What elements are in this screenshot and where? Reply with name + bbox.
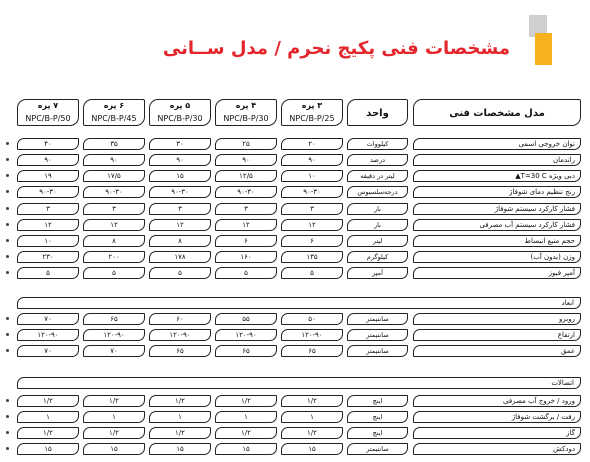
- spec-row-5-value: ۳: [215, 203, 277, 215]
- spec-row-9-value: ۵: [17, 267, 79, 279]
- connection-row-4-value: ۱۵: [215, 443, 277, 455]
- row-bullet: [6, 447, 9, 450]
- spec-row-5-value: ۳: [281, 203, 343, 215]
- spec-row-2-value: ۹۰: [281, 154, 343, 166]
- unit-header: [347, 99, 408, 126]
- dimension-row-1-value: ۵۰: [281, 313, 343, 325]
- row-bullet: [6, 207, 9, 210]
- spec-row-1-value: ۳۰: [149, 138, 211, 150]
- dimension-row-3-value: ۶۵: [281, 345, 343, 357]
- spec-row-3-unit: لیتر در دقیقه: [347, 170, 408, 182]
- spec-row-7-value: ۶: [281, 235, 343, 247]
- spec-row-3-value: ۱۲/۵: [215, 170, 277, 182]
- connection-row-2-value: ۱: [83, 411, 145, 423]
- row-bullet: [6, 142, 9, 145]
- row-bullet: [6, 333, 9, 336]
- connection-row-1-unit: اینچ: [347, 395, 408, 407]
- spec-row-6-value: ۱۲: [281, 219, 343, 231]
- model-heat-label: ۶ پره: [103, 101, 125, 110]
- spec-row-1-value: ۴۰: [17, 138, 79, 150]
- unit-header-label: واحد: [366, 108, 389, 119]
- spec-row-7-unit: لیتر: [347, 235, 408, 247]
- spec-row-5-value: ۳: [17, 203, 79, 215]
- spec-row-3-value: ۱۷/۵: [83, 170, 145, 182]
- connection-row-3-label: گاز: [413, 427, 581, 439]
- spec-row-2-label: راندمان: [413, 154, 581, 166]
- connection-row-2-value: ۱: [17, 411, 79, 423]
- spec-row-6-value: ۱۲: [83, 219, 145, 231]
- row-bullet: [6, 190, 9, 193]
- dimension-row-2-value: ۱۲۰-۹۰: [215, 329, 277, 341]
- spec-row-2-unit: درصد: [347, 154, 408, 166]
- row-bullet: [6, 239, 9, 242]
- spec-row-3-value: ۱۰: [281, 170, 343, 182]
- row-bullet: [6, 349, 9, 352]
- spec-row-8-value: ۱۶۰: [215, 251, 277, 263]
- model-code-label: NPC/B-P/25: [289, 114, 335, 123]
- model-heat-label: ۷ پره: [37, 101, 59, 110]
- dimension-row-1-value: ۶۰: [149, 313, 211, 325]
- spec-row-3-value: ۱۵: [149, 170, 211, 182]
- row-bullet: [6, 399, 9, 402]
- row-bullet: [6, 317, 9, 320]
- spec-row-4-value: ۹۰-۳۰: [281, 186, 343, 198]
- dimension-row-2-value: ۱۲۰-۹۰: [17, 329, 79, 341]
- connection-row-1-value: ۱/۲: [83, 395, 145, 407]
- row-bullet: [6, 223, 9, 226]
- model-code-label: NPC/B-P/45: [91, 114, 137, 123]
- connection-row-4-value: ۱۵: [83, 443, 145, 455]
- row-bullet: [6, 431, 9, 434]
- spec-row-1-value: ۲۵: [215, 138, 277, 150]
- connection-row-4-value: ۱۵: [17, 443, 79, 455]
- dimension-row-3-value: ۶۵: [215, 345, 277, 357]
- spec-row-1-value: ۲۰: [281, 138, 343, 150]
- spec-row-9-label: آمپر فیوز: [413, 267, 581, 279]
- spec-row-2-value: ۹۰: [215, 154, 277, 166]
- dimension-row-2-unit: سانتیمتر: [347, 329, 408, 341]
- spec-row-8-unit: کیلوگرم: [347, 251, 408, 263]
- model-header-5: [17, 99, 79, 126]
- dimensions-section: ابعاد: [17, 297, 581, 309]
- spec-row-4-value: ۹۰-۳۰: [17, 186, 79, 198]
- connection-row-2-label: رفت / برگشت شوفاژ: [413, 411, 581, 423]
- model-heat-label: ۵ پره: [169, 101, 191, 110]
- spec-row-8-value: ۱۷۸: [149, 251, 211, 263]
- spec-row-7-value: ۸: [83, 235, 145, 247]
- dimension-row-1-label: روبرو: [413, 313, 581, 325]
- connection-row-3-unit: اینچ: [347, 427, 408, 439]
- spec-row-2-value: ۹۰: [17, 154, 79, 166]
- row-bullet: [6, 271, 9, 274]
- dimension-row-1-unit: سانتیمتر: [347, 313, 408, 325]
- connection-row-3-value: ۱/۲: [281, 427, 343, 439]
- spec-row-6-value: ۱۲: [215, 219, 277, 231]
- spec-row-2-value: ۹۰: [83, 154, 145, 166]
- connection-row-3-value: ۱/۲: [149, 427, 211, 439]
- page-title: مشخصات فنی پکیج نحرم / مدل ســانی: [162, 38, 510, 59]
- spec-row-8-value: ۱۳۵: [281, 251, 343, 263]
- spec-row-7-label: حجم منبع انبساط: [413, 235, 581, 247]
- connection-row-1-label: ورود / خروج آب مصرفی: [413, 395, 581, 407]
- model-heat-label: ۳ پره: [301, 101, 323, 110]
- connection-row-3-value: ۱/۲: [83, 427, 145, 439]
- spec-row-6-value: ۱۲: [17, 219, 79, 231]
- connection-row-4-value: ۱۵: [149, 443, 211, 455]
- spec-row-7-value: ۶: [215, 235, 277, 247]
- dimension-row-3-value: ۶۵: [149, 345, 211, 357]
- dimension-row-2-value: ۱۲۰-۹۰: [83, 329, 145, 341]
- spec-row-1-unit: کیلووات: [347, 138, 408, 150]
- dimension-row-3-value: ۷۰: [17, 345, 79, 357]
- row-bullet: [6, 415, 9, 418]
- spec-row-8-value: ۲۳۰: [17, 251, 79, 263]
- spec-row-3-label: دبی ویژه T=30 C▲: [413, 170, 581, 182]
- connection-row-1-value: ۱/۲: [281, 395, 343, 407]
- spec-row-4-value: ۹۰-۳۰: [215, 186, 277, 198]
- model-header-1: [281, 99, 343, 126]
- dimension-row-3-label: عمق: [413, 345, 581, 357]
- logo-yellow-square: [535, 33, 552, 65]
- spec-row-9-value: ۵: [83, 267, 145, 279]
- spec-row-5-label: فشار کارکرد سیستم شوفاژ: [413, 203, 581, 215]
- spec-row-7-value: ۱۰: [17, 235, 79, 247]
- dimension-row-2-label: ارتفاع: [413, 329, 581, 341]
- spec-row-8-label: وزن (بدون آب): [413, 251, 581, 263]
- connection-row-3-value: ۱/۲: [17, 427, 79, 439]
- spec-row-4-value: ۹۰-۳۰: [149, 186, 211, 198]
- spec-row-6-unit: بار: [347, 219, 408, 231]
- dimension-row-3-unit: سانتیمتر: [347, 345, 408, 357]
- spec-row-9-value: ۵: [149, 267, 211, 279]
- connection-row-1-value: ۱/۲: [149, 395, 211, 407]
- spec-header: [413, 99, 581, 126]
- connection-row-4-label: دودکش: [413, 443, 581, 455]
- row-bullet: [6, 255, 9, 258]
- dimension-row-1-value: ۵۵: [215, 313, 277, 325]
- spec-row-9-unit: آمپر: [347, 267, 408, 279]
- connection-row-4-unit: سانتیمتر: [347, 443, 408, 455]
- spec-row-9-value: ۵: [215, 267, 277, 279]
- connection-row-1-value: ۱/۲: [215, 395, 277, 407]
- spec-row-3-value: ۱۹: [17, 170, 79, 182]
- connections-section: اتصالات: [17, 377, 581, 389]
- spec-row-6-value: ۱۲: [149, 219, 211, 231]
- spec-row-4-label: رنج تنظیم دمای شوفاژ: [413, 186, 581, 198]
- connection-row-2-value: ۱: [149, 411, 211, 423]
- model-code-label: NPC/B-P/30: [157, 114, 203, 123]
- dimension-row-2-value: ۱۲۰-۹۰: [281, 329, 343, 341]
- model-header-3: [149, 99, 211, 126]
- spec-row-5-value: ۳: [149, 203, 211, 215]
- spec-row-9-value: ۵: [281, 267, 343, 279]
- model-code-label: NPC/B-P/50: [25, 114, 71, 123]
- dimension-row-1-value: ۷۰: [17, 313, 79, 325]
- connection-row-2-value: ۱: [215, 411, 277, 423]
- spec-row-4-unit: درجه‌سلسیوس: [347, 186, 408, 198]
- spec-header-label: مدل مشخصات فنی: [449, 108, 545, 119]
- spec-row-1-label: توان خروجی اسمی: [413, 138, 581, 150]
- dimension-row-3-value: ۷۰: [83, 345, 145, 357]
- connection-row-1-value: ۱/۲: [17, 395, 79, 407]
- dimension-row-2-value: ۱۲۰-۹۰: [149, 329, 211, 341]
- connection-row-2-value: ۱: [281, 411, 343, 423]
- model-code-label: NPC/B-P/30: [223, 114, 269, 123]
- connection-row-3-value: ۱/۲: [215, 427, 277, 439]
- model-header-4: [83, 99, 145, 126]
- connection-row-2-unit: اینچ: [347, 411, 408, 423]
- spec-row-8-value: ۲۰۰: [83, 251, 145, 263]
- spec-row-4-value: ۹۰-۳۰: [83, 186, 145, 198]
- spec-row-5-unit: بار: [347, 203, 408, 215]
- model-heat-label: ۴ پره: [235, 101, 257, 110]
- spec-row-7-value: ۸: [149, 235, 211, 247]
- connection-row-4-value: ۱۵: [281, 443, 343, 455]
- spec-row-2-value: ۹۰: [149, 154, 211, 166]
- row-bullet: [6, 158, 9, 161]
- model-header-2: [215, 99, 277, 126]
- spec-row-1-value: ۳۵: [83, 138, 145, 150]
- row-bullet: [6, 174, 9, 177]
- dimension-row-1-value: ۶۵: [83, 313, 145, 325]
- spec-row-6-label: فشار کارکرد سیستم آب مصرفی: [413, 219, 581, 231]
- spec-row-5-value: ۳: [83, 203, 145, 215]
